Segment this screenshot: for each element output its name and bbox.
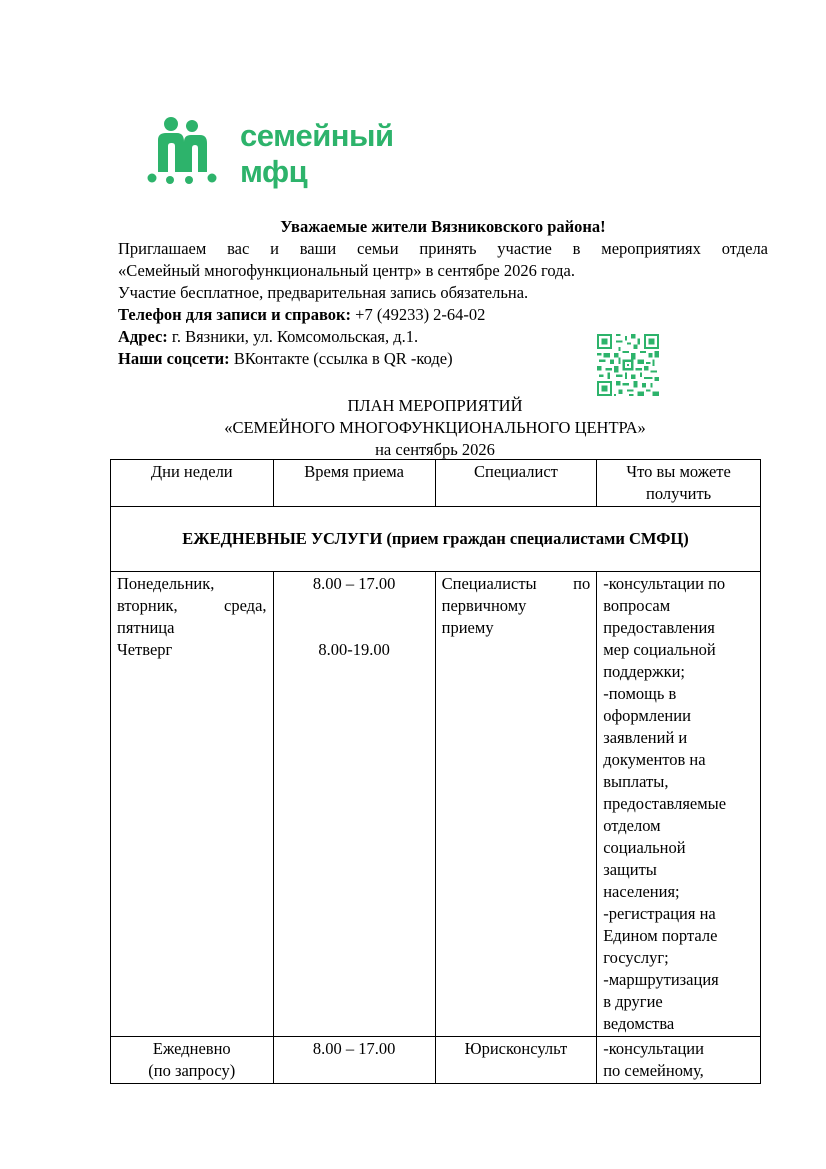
table-row [111, 572, 761, 1037]
row2-days [111, 1037, 274, 1084]
service-line: вопросам [603, 596, 671, 615]
row1-time-b: 8.00-19.00 [318, 640, 390, 659]
plan-title-1: ПЛАН МЕРОПРИЯТИЙ [347, 396, 523, 415]
service-line: -консультации по [603, 574, 726, 593]
service-line: социальной [603, 838, 686, 857]
row1-spec-c: приему [441, 618, 494, 637]
header-specialist: Специалист [435, 460, 597, 507]
row1-spec-b: первичному [441, 596, 527, 615]
service-line: Едином портале [603, 926, 718, 945]
service-line: защиты [603, 860, 657, 879]
row2-time: 8.00 – 17.00 [273, 1037, 435, 1084]
service-line: в другие [603, 992, 663, 1011]
service-line: документов на [603, 750, 706, 769]
service-line: поддержки; [603, 662, 686, 681]
table-row [111, 1037, 761, 1084]
service-line: госуслуг; [603, 948, 669, 967]
row1-time [273, 572, 435, 1037]
logo-text [240, 118, 394, 190]
row1-services [597, 572, 761, 1037]
header-services: Что вы можете получить [597, 460, 761, 507]
service-line: отделом [603, 816, 661, 835]
address-label: Адрес: [118, 327, 168, 346]
logo-line-2: мфц [240, 154, 308, 189]
plan-title-3: на сентябрь 2026 [375, 440, 495, 459]
service-line: -помощь в [603, 684, 677, 703]
service-line: -консультации [603, 1039, 704, 1058]
row1-days [111, 572, 274, 1037]
qr-code-icon[interactable] [597, 334, 659, 396]
phone-value: +7 (49233) 2-64-02 [351, 305, 486, 324]
service-line: по семейному, [603, 1061, 704, 1080]
plan-title-2: «СЕМЕЙНОГО МНОГОФУНКЦИОНАЛЬНОГО ЦЕНТРА» [224, 418, 646, 437]
intro-line-3: Участие бесплатное, предварительная запись обязательна. [118, 283, 529, 302]
row2-days-b: (по запросу) [148, 1061, 236, 1080]
row1-days-a: Понедельник, [117, 574, 215, 593]
table-header-row [111, 460, 761, 507]
service-line: ведомства [603, 1014, 675, 1033]
section-title: ЕЖЕДНЕВНЫЕ УСЛУГИ (прием граждан специалистами СМФЦ) [111, 507, 761, 572]
header-days: Дни недели [111, 460, 274, 507]
phone-line [118, 304, 768, 326]
row1-days-c: пятница [117, 618, 175, 637]
row1-days-b: вторник, среда, [117, 596, 267, 615]
service-line: выплаты, [603, 772, 669, 791]
address-value: г. Вязники, ул. Комсомольская, д.1. [167, 327, 419, 346]
social-value: ВКонтакте (ссылка в QR -коде) [229, 349, 453, 368]
intro-line-2: «Семейный многофункциональный центр» в сентябре 2026 года. [118, 261, 575, 280]
service-line: заявлений и [603, 728, 688, 747]
social-label: Наши соцсети: [118, 349, 230, 368]
social-line [118, 348, 768, 370]
row1-days-d: Четверг [117, 640, 173, 659]
service-line: -регистрация на [603, 904, 716, 923]
service-line: населения; [603, 882, 680, 901]
address-line [118, 326, 768, 348]
family-logo-icon [144, 116, 234, 192]
smfc-logo [144, 116, 394, 196]
intro-line-1: Приглашаем вас и ваши семьи принять участие в мероприятиях отдела [118, 239, 768, 258]
service-line: предоставления [603, 618, 715, 637]
header-time: Время приема [273, 460, 435, 507]
row1-spec-a: Специалисты по [441, 574, 591, 593]
row2-specialist: Юрисконсульт [435, 1037, 597, 1084]
service-line: оформлении [603, 706, 691, 725]
service-line: мер социальной [603, 640, 716, 659]
phone-label: Телефон для записи и справок: [118, 305, 352, 324]
logo-line-1: семейный [240, 118, 394, 153]
section-row [111, 507, 761, 572]
row2-days-a: Ежедневно [152, 1039, 231, 1058]
service-line: предоставляемые [603, 794, 727, 813]
row1-time-a: 8.00 – 17.00 [312, 574, 396, 593]
row1-specialist [435, 572, 597, 1037]
row2-services [597, 1037, 761, 1084]
schedule-table [110, 459, 761, 1084]
service-line: -маршрутизация [603, 970, 719, 989]
greeting-heading: Уважаемые жители Вязниковского района! [280, 217, 606, 236]
